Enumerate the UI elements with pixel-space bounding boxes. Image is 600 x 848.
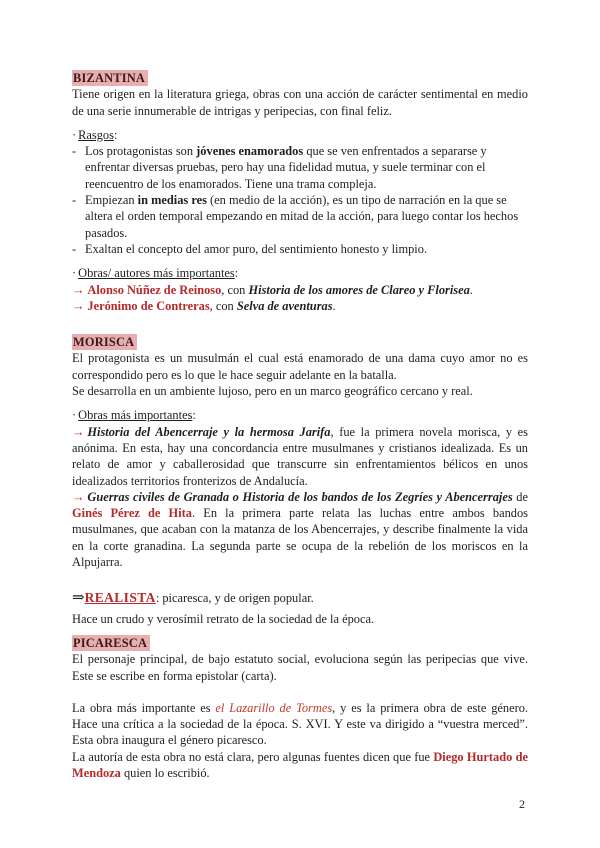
picaresca-intro: El personaje principal, de bajo estatuto social, evoluciona según las peripecias que vive. Este se escribe en forma epistolar (carta). <box>72 652 528 683</box>
realista-desc: Hace un crudo y verosímil retrato de la sociedad de la época. <box>72 611 375 626</box>
rasgos-heading: · Rasgos: <box>72 127 118 142</box>
document-body <box>72 70 528 781</box>
section-morisca <box>72 334 528 570</box>
picaresca-paragraph-1: La obra más importante es el Lazarillo de Tormes, y es la primera obra de este género. Hace una crítica a la sociedad de la época. S. XVI. Y este va dirigido a “vuestra merced”. Esta obra inaugura el género picaresco. <box>72 700 529 748</box>
heading-picaresca: PICARESCA <box>72 635 150 651</box>
section-picaresca <box>72 635 528 781</box>
morisca-obra-1: → Historia del Abencerraje y la hermosa Jarifa, fue la primera novela morisca, y es anónima. En esta, hay una concordancia entre musulmanes y cristianos idealizada. Es un relato de amor y caballerosidad que transcurre sin enfrentamientos bélicos en unos idealizados territorios fronterizos de Andalucía. <box>72 424 529 488</box>
rasgo-item: - Exaltan el concepto del amor puro, del sentimiento honesto y limpio. <box>72 241 428 256</box>
obra-item: → Alonso Núñez de Reinoso, con Historia de los amores de Clareo y Florisea. <box>72 282 473 297</box>
rasgo-item: - Los protagonistas son jóvenes enamorados que se ven enfrentados a separarse y enfrentar diversas pruebas, pero hay una fidelidad mutua, y suele terminar con el reencuentro de los enamorados. Tiene una trama compleja. <box>72 144 487 191</box>
heading-bizantina: BIZANTINA <box>72 70 148 86</box>
realista-line: ⇒REALISTA: picaresca, y de origen popular. <box>72 590 314 607</box>
picaresca-paragraph-2: La autoría de esta obra no está clara, pero algunas fuentes dicen que fue Diego Hurtado de Mendoza quien lo escribió. <box>72 749 528 780</box>
morisca-obra-2: → Guerras civiles de Granada o Historia de los bandos de los Zegríes y Abencerrajes de Ginés Pérez de Hita. En la primera parte relata las luchas entre ambos bandos musulmanes, que acaban con la matanza de los Abencerrajes, y describe finalmente la vida en la corte granadina. La segunda parte se ocupa de la rebelión de los moriscos en la Alpujarra. <box>72 489 528 570</box>
section-bizantina <box>72 70 528 314</box>
morisca-intro-2: Se desarrolla en un ambiente lujoso, pero en un marco geográfico cercano y real. <box>72 384 473 399</box>
obras-heading: · Obras/ autores más importantes: <box>72 266 239 281</box>
double-arrow-icon: ⇒ <box>72 590 85 607</box>
heading-morisca: MORISCA <box>72 334 137 350</box>
section-realista <box>72 590 528 627</box>
page-number: 2 <box>519 797 525 811</box>
morisca-intro: El protagonista es un musulmán el cual está enamorado de una dama cuyo amor no es correspondido pero es lo que le hace seguir adelante en la batalla. <box>72 351 528 382</box>
bizantina-intro: Tiene origen en la literatura griega, obras con una acción de carácter sentimental en medio de una serie innumerable de intrigas y peripecias, con final feliz. <box>72 87 528 118</box>
morisca-obras-heading: · Obras más importantes: <box>72 408 196 423</box>
rasgo-item: - Empiezan in medias res (en medio de la acción), es un tipo de narración en la que se altera el orden temporal empezando en mitad de la acción, para luego contar los hechos pasados. <box>72 193 519 240</box>
obra-item: → Jerónimo de Contreras, con Selva de aventuras. <box>72 298 336 313</box>
